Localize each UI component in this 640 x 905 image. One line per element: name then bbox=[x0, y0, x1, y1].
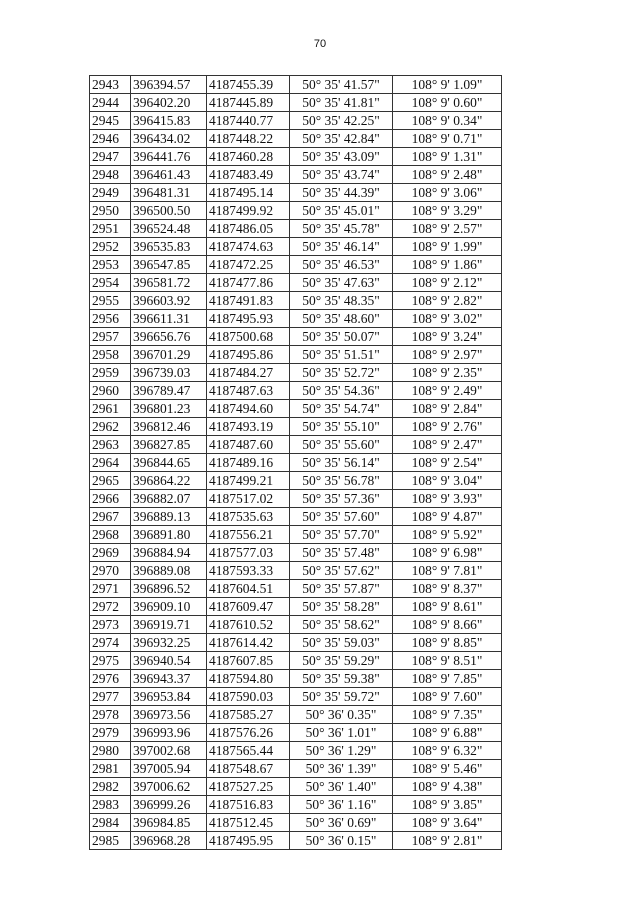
table-row bbox=[90, 598, 502, 616]
table-row bbox=[90, 256, 502, 274]
northing-cell: 4187494.60 bbox=[207, 400, 290, 418]
northing-cell: 4187499.21 bbox=[207, 472, 290, 490]
easting-cell: 396968.28 bbox=[131, 832, 207, 850]
table-row bbox=[90, 724, 502, 742]
northing-cell: 4187448.22 bbox=[207, 130, 290, 148]
latitude-cell: 50° 36' 0.35" bbox=[290, 706, 393, 724]
table-row bbox=[90, 220, 502, 238]
point-number-cell: 2967 bbox=[90, 508, 131, 526]
northing-cell: 4187495.95 bbox=[207, 832, 290, 850]
point-number-cell: 2948 bbox=[90, 166, 131, 184]
table-row bbox=[90, 274, 502, 292]
easting-cell: 397002.68 bbox=[131, 742, 207, 760]
longitude-cell: 108° 9' 8.61" bbox=[393, 598, 502, 616]
latitude-cell: 50° 35' 54.74" bbox=[290, 400, 393, 418]
latitude-cell: 50° 36' 0.15" bbox=[290, 832, 393, 850]
latitude-cell: 50° 36' 0.69" bbox=[290, 814, 393, 832]
table-row bbox=[90, 832, 502, 850]
table-row bbox=[90, 292, 502, 310]
table-row bbox=[90, 688, 502, 706]
table-row bbox=[90, 418, 502, 436]
longitude-cell: 108° 9' 3.02" bbox=[393, 310, 502, 328]
latitude-cell: 50° 35' 57.48" bbox=[290, 544, 393, 562]
easting-cell: 396932.25 bbox=[131, 634, 207, 652]
longitude-cell: 108° 9' 1.86" bbox=[393, 256, 502, 274]
northing-cell: 4187495.93 bbox=[207, 310, 290, 328]
northing-cell: 4187594.80 bbox=[207, 670, 290, 688]
point-number-cell: 2947 bbox=[90, 148, 131, 166]
point-number-cell: 2973 bbox=[90, 616, 131, 634]
longitude-cell: 108° 9' 8.85" bbox=[393, 634, 502, 652]
table-row bbox=[90, 184, 502, 202]
northing-cell: 4187477.86 bbox=[207, 274, 290, 292]
point-number-cell: 2951 bbox=[90, 220, 131, 238]
latitude-cell: 50° 35' 57.60" bbox=[290, 508, 393, 526]
longitude-cell: 108° 9' 6.32" bbox=[393, 742, 502, 760]
latitude-cell: 50° 35' 48.60" bbox=[290, 310, 393, 328]
point-number-cell: 2945 bbox=[90, 112, 131, 130]
easting-cell: 396889.13 bbox=[131, 508, 207, 526]
table-row bbox=[90, 562, 502, 580]
northing-cell: 4187483.49 bbox=[207, 166, 290, 184]
northing-cell: 4187445.89 bbox=[207, 94, 290, 112]
northing-cell: 4187604.51 bbox=[207, 580, 290, 598]
latitude-cell: 50° 35' 59.38" bbox=[290, 670, 393, 688]
northing-cell: 4187565.44 bbox=[207, 742, 290, 760]
latitude-cell: 50° 35' 41.57" bbox=[290, 76, 393, 94]
northing-cell: 4187576.26 bbox=[207, 724, 290, 742]
point-number-cell: 2974 bbox=[90, 634, 131, 652]
table-row bbox=[90, 454, 502, 472]
point-number-cell: 2950 bbox=[90, 202, 131, 220]
longitude-cell: 108° 9' 3.64" bbox=[393, 814, 502, 832]
longitude-cell: 108° 9' 2.82" bbox=[393, 292, 502, 310]
northing-cell: 4187493.19 bbox=[207, 418, 290, 436]
point-number-cell: 2943 bbox=[90, 76, 131, 94]
easting-cell: 396801.23 bbox=[131, 400, 207, 418]
northing-cell: 4187474.63 bbox=[207, 238, 290, 256]
northing-cell: 4187455.39 bbox=[207, 76, 290, 94]
table-row bbox=[90, 472, 502, 490]
longitude-cell: 108° 9' 4.38" bbox=[393, 778, 502, 796]
table-row bbox=[90, 760, 502, 778]
point-number-cell: 2963 bbox=[90, 436, 131, 454]
longitude-cell: 108° 9' 3.04" bbox=[393, 472, 502, 490]
longitude-cell: 108° 9' 2.97" bbox=[393, 346, 502, 364]
table-row bbox=[90, 670, 502, 688]
table-row bbox=[90, 796, 502, 814]
easting-cell: 396984.85 bbox=[131, 814, 207, 832]
northing-cell: 4187484.27 bbox=[207, 364, 290, 382]
table-row bbox=[90, 400, 502, 418]
longitude-cell: 108° 9' 0.34" bbox=[393, 112, 502, 130]
latitude-cell: 50° 35' 44.39" bbox=[290, 184, 393, 202]
latitude-cell: 50° 35' 42.84" bbox=[290, 130, 393, 148]
point-number-cell: 2962 bbox=[90, 418, 131, 436]
northing-cell: 4187556.21 bbox=[207, 526, 290, 544]
longitude-cell: 108° 9' 8.66" bbox=[393, 616, 502, 634]
easting-cell: 396889.08 bbox=[131, 562, 207, 580]
point-number-cell: 2953 bbox=[90, 256, 131, 274]
easting-cell: 397005.94 bbox=[131, 760, 207, 778]
easting-cell: 396441.76 bbox=[131, 148, 207, 166]
northing-cell: 4187517.02 bbox=[207, 490, 290, 508]
latitude-cell: 50° 35' 56.78" bbox=[290, 472, 393, 490]
latitude-cell: 50° 35' 46.53" bbox=[290, 256, 393, 274]
page-number: 70 bbox=[313, 38, 327, 50]
longitude-cell: 108° 9' 1.31" bbox=[393, 148, 502, 166]
table-row bbox=[90, 778, 502, 796]
easting-cell: 396603.92 bbox=[131, 292, 207, 310]
point-number-cell: 2961 bbox=[90, 400, 131, 418]
point-number-cell: 2954 bbox=[90, 274, 131, 292]
longitude-cell: 108° 9' 7.60" bbox=[393, 688, 502, 706]
longitude-cell: 108° 9' 3.85" bbox=[393, 796, 502, 814]
point-number-cell: 2975 bbox=[90, 652, 131, 670]
northing-cell: 4187512.45 bbox=[207, 814, 290, 832]
longitude-cell: 108° 9' 5.92" bbox=[393, 526, 502, 544]
northing-cell: 4187516.83 bbox=[207, 796, 290, 814]
northing-cell: 4187535.63 bbox=[207, 508, 290, 526]
table-row bbox=[90, 346, 502, 364]
longitude-cell: 108° 9' 4.87" bbox=[393, 508, 502, 526]
longitude-cell: 108° 9' 7.85" bbox=[393, 670, 502, 688]
latitude-cell: 50° 35' 58.62" bbox=[290, 616, 393, 634]
table-row bbox=[90, 616, 502, 634]
easting-cell: 396701.29 bbox=[131, 346, 207, 364]
point-number-cell: 2955 bbox=[90, 292, 131, 310]
latitude-cell: 50° 35' 57.62" bbox=[290, 562, 393, 580]
latitude-cell: 50° 35' 50.07" bbox=[290, 328, 393, 346]
easting-cell: 396524.48 bbox=[131, 220, 207, 238]
point-number-cell: 2949 bbox=[90, 184, 131, 202]
longitude-cell: 108° 9' 3.29" bbox=[393, 202, 502, 220]
point-number-cell: 2944 bbox=[90, 94, 131, 112]
latitude-cell: 50° 36' 1.01" bbox=[290, 724, 393, 742]
northing-cell: 4187548.67 bbox=[207, 760, 290, 778]
table-row bbox=[90, 544, 502, 562]
longitude-cell: 108° 9' 2.12" bbox=[393, 274, 502, 292]
longitude-cell: 108° 9' 2.47" bbox=[393, 436, 502, 454]
coordinates-table-body bbox=[90, 76, 502, 850]
longitude-cell: 108° 9' 6.98" bbox=[393, 544, 502, 562]
northing-cell: 4187614.42 bbox=[207, 634, 290, 652]
table-row bbox=[90, 382, 502, 400]
northing-cell: 4187593.33 bbox=[207, 562, 290, 580]
easting-cell: 397006.62 bbox=[131, 778, 207, 796]
latitude-cell: 50° 35' 47.63" bbox=[290, 274, 393, 292]
easting-cell: 396415.83 bbox=[131, 112, 207, 130]
latitude-cell: 50° 36' 1.40" bbox=[290, 778, 393, 796]
longitude-cell: 108° 9' 3.06" bbox=[393, 184, 502, 202]
table-row bbox=[90, 94, 502, 112]
point-number-cell: 2960 bbox=[90, 382, 131, 400]
point-number-cell: 2970 bbox=[90, 562, 131, 580]
table-row bbox=[90, 310, 502, 328]
latitude-cell: 50° 35' 52.72" bbox=[290, 364, 393, 382]
table-row bbox=[90, 202, 502, 220]
northing-cell: 4187460.28 bbox=[207, 148, 290, 166]
longitude-cell: 108° 9' 3.24" bbox=[393, 328, 502, 346]
table-row bbox=[90, 328, 502, 346]
easting-cell: 396739.03 bbox=[131, 364, 207, 382]
easting-cell: 396394.57 bbox=[131, 76, 207, 94]
longitude-cell: 108° 9' 2.84" bbox=[393, 400, 502, 418]
northing-cell: 4187489.16 bbox=[207, 454, 290, 472]
latitude-cell: 50° 36' 1.39" bbox=[290, 760, 393, 778]
point-number-cell: 2946 bbox=[90, 130, 131, 148]
longitude-cell: 108° 9' 8.51" bbox=[393, 652, 502, 670]
longitude-cell: 108° 9' 2.48" bbox=[393, 166, 502, 184]
point-number-cell: 2965 bbox=[90, 472, 131, 490]
latitude-cell: 50° 35' 55.10" bbox=[290, 418, 393, 436]
point-number-cell: 2976 bbox=[90, 670, 131, 688]
point-number-cell: 2978 bbox=[90, 706, 131, 724]
table-row bbox=[90, 490, 502, 508]
easting-cell: 396896.52 bbox=[131, 580, 207, 598]
latitude-cell: 50° 35' 45.78" bbox=[290, 220, 393, 238]
point-number-cell: 2968 bbox=[90, 526, 131, 544]
point-number-cell: 2984 bbox=[90, 814, 131, 832]
latitude-cell: 50° 35' 59.03" bbox=[290, 634, 393, 652]
northing-cell: 4187491.83 bbox=[207, 292, 290, 310]
latitude-cell: 50° 35' 43.74" bbox=[290, 166, 393, 184]
easting-cell: 396973.56 bbox=[131, 706, 207, 724]
easting-cell: 396884.94 bbox=[131, 544, 207, 562]
latitude-cell: 50° 35' 57.36" bbox=[290, 490, 393, 508]
longitude-cell: 108° 9' 8.37" bbox=[393, 580, 502, 598]
easting-cell: 396581.72 bbox=[131, 274, 207, 292]
easting-cell: 396402.20 bbox=[131, 94, 207, 112]
easting-cell: 396993.96 bbox=[131, 724, 207, 742]
table-row bbox=[90, 112, 502, 130]
point-number-cell: 2956 bbox=[90, 310, 131, 328]
latitude-cell: 50° 35' 59.72" bbox=[290, 688, 393, 706]
point-number-cell: 2982 bbox=[90, 778, 131, 796]
point-number-cell: 2971 bbox=[90, 580, 131, 598]
table-row bbox=[90, 76, 502, 94]
longitude-cell: 108° 9' 2.76" bbox=[393, 418, 502, 436]
latitude-cell: 50° 36' 1.16" bbox=[290, 796, 393, 814]
northing-cell: 4187495.86 bbox=[207, 346, 290, 364]
table-row bbox=[90, 148, 502, 166]
table-row bbox=[90, 652, 502, 670]
northing-cell: 4187495.14 bbox=[207, 184, 290, 202]
longitude-cell: 108° 9' 5.46" bbox=[393, 760, 502, 778]
latitude-cell: 50° 35' 58.28" bbox=[290, 598, 393, 616]
easting-cell: 396844.65 bbox=[131, 454, 207, 472]
northing-cell: 4187609.47 bbox=[207, 598, 290, 616]
point-number-cell: 2969 bbox=[90, 544, 131, 562]
longitude-cell: 108° 9' 2.35" bbox=[393, 364, 502, 382]
point-number-cell: 2952 bbox=[90, 238, 131, 256]
longitude-cell: 108° 9' 7.81" bbox=[393, 562, 502, 580]
easting-cell: 396919.71 bbox=[131, 616, 207, 634]
northing-cell: 4187440.77 bbox=[207, 112, 290, 130]
latitude-cell: 50° 35' 59.29" bbox=[290, 652, 393, 670]
point-number-cell: 2958 bbox=[90, 346, 131, 364]
longitude-cell: 108° 9' 2.49" bbox=[393, 382, 502, 400]
table-row bbox=[90, 364, 502, 382]
easting-cell: 396999.26 bbox=[131, 796, 207, 814]
northing-cell: 4187487.63 bbox=[207, 382, 290, 400]
point-number-cell: 2979 bbox=[90, 724, 131, 742]
point-number-cell: 2957 bbox=[90, 328, 131, 346]
easting-cell: 396535.83 bbox=[131, 238, 207, 256]
latitude-cell: 50° 35' 51.51" bbox=[290, 346, 393, 364]
easting-cell: 396656.76 bbox=[131, 328, 207, 346]
northing-cell: 4187500.68 bbox=[207, 328, 290, 346]
point-number-cell: 2959 bbox=[90, 364, 131, 382]
northing-cell: 4187577.03 bbox=[207, 544, 290, 562]
longitude-cell: 108° 9' 3.93" bbox=[393, 490, 502, 508]
coordinates-table bbox=[89, 75, 502, 850]
latitude-cell: 50° 35' 46.14" bbox=[290, 238, 393, 256]
latitude-cell: 50° 35' 48.35" bbox=[290, 292, 393, 310]
point-number-cell: 2977 bbox=[90, 688, 131, 706]
longitude-cell: 108° 9' 7.35" bbox=[393, 706, 502, 724]
easting-cell: 396789.47 bbox=[131, 382, 207, 400]
easting-cell: 396434.02 bbox=[131, 130, 207, 148]
northing-cell: 4187610.52 bbox=[207, 616, 290, 634]
longitude-cell: 108° 9' 2.54" bbox=[393, 454, 502, 472]
northing-cell: 4187487.60 bbox=[207, 436, 290, 454]
latitude-cell: 50° 35' 56.14" bbox=[290, 454, 393, 472]
point-number-cell: 2972 bbox=[90, 598, 131, 616]
easting-cell: 396827.85 bbox=[131, 436, 207, 454]
latitude-cell: 50° 36' 1.29" bbox=[290, 742, 393, 760]
easting-cell: 396864.22 bbox=[131, 472, 207, 490]
easting-cell: 396943.37 bbox=[131, 670, 207, 688]
table-row bbox=[90, 814, 502, 832]
easting-cell: 396953.84 bbox=[131, 688, 207, 706]
northing-cell: 4187527.25 bbox=[207, 778, 290, 796]
northing-cell: 4187486.05 bbox=[207, 220, 290, 238]
longitude-cell: 108° 9' 0.60" bbox=[393, 94, 502, 112]
longitude-cell: 108° 9' 1.99" bbox=[393, 238, 502, 256]
northing-cell: 4187585.27 bbox=[207, 706, 290, 724]
latitude-cell: 50° 35' 41.81" bbox=[290, 94, 393, 112]
point-number-cell: 2981 bbox=[90, 760, 131, 778]
easting-cell: 396461.43 bbox=[131, 166, 207, 184]
longitude-cell: 108° 9' 2.81" bbox=[393, 832, 502, 850]
table-row bbox=[90, 238, 502, 256]
latitude-cell: 50° 35' 57.87" bbox=[290, 580, 393, 598]
northing-cell: 4187499.92 bbox=[207, 202, 290, 220]
latitude-cell: 50° 35' 42.25" bbox=[290, 112, 393, 130]
northing-cell: 4187472.25 bbox=[207, 256, 290, 274]
easting-cell: 396500.50 bbox=[131, 202, 207, 220]
table-row bbox=[90, 742, 502, 760]
easting-cell: 396909.10 bbox=[131, 598, 207, 616]
easting-cell: 396611.31 bbox=[131, 310, 207, 328]
table-row bbox=[90, 526, 502, 544]
latitude-cell: 50° 35' 45.01" bbox=[290, 202, 393, 220]
table-row bbox=[90, 166, 502, 184]
point-number-cell: 2980 bbox=[90, 742, 131, 760]
easting-cell: 396812.46 bbox=[131, 418, 207, 436]
longitude-cell: 108° 9' 6.88" bbox=[393, 724, 502, 742]
northing-cell: 4187590.03 bbox=[207, 688, 290, 706]
point-number-cell: 2964 bbox=[90, 454, 131, 472]
easting-cell: 396547.85 bbox=[131, 256, 207, 274]
easting-cell: 396940.54 bbox=[131, 652, 207, 670]
easting-cell: 396481.31 bbox=[131, 184, 207, 202]
table-row bbox=[90, 436, 502, 454]
point-number-cell: 2966 bbox=[90, 490, 131, 508]
northing-cell: 4187607.85 bbox=[207, 652, 290, 670]
point-number-cell: 2985 bbox=[90, 832, 131, 850]
table-row bbox=[90, 508, 502, 526]
longitude-cell: 108° 9' 0.71" bbox=[393, 130, 502, 148]
table-row bbox=[90, 706, 502, 724]
latitude-cell: 50° 35' 55.60" bbox=[290, 436, 393, 454]
longitude-cell: 108° 9' 1.09" bbox=[393, 76, 502, 94]
easting-cell: 396882.07 bbox=[131, 490, 207, 508]
point-number-cell: 2983 bbox=[90, 796, 131, 814]
longitude-cell: 108° 9' 2.57" bbox=[393, 220, 502, 238]
table-row bbox=[90, 130, 502, 148]
easting-cell: 396891.80 bbox=[131, 526, 207, 544]
table-row bbox=[90, 634, 502, 652]
latitude-cell: 50° 35' 43.09" bbox=[290, 148, 393, 166]
latitude-cell: 50° 35' 54.36" bbox=[290, 382, 393, 400]
latitude-cell: 50° 35' 57.70" bbox=[290, 526, 393, 544]
table-row bbox=[90, 580, 502, 598]
